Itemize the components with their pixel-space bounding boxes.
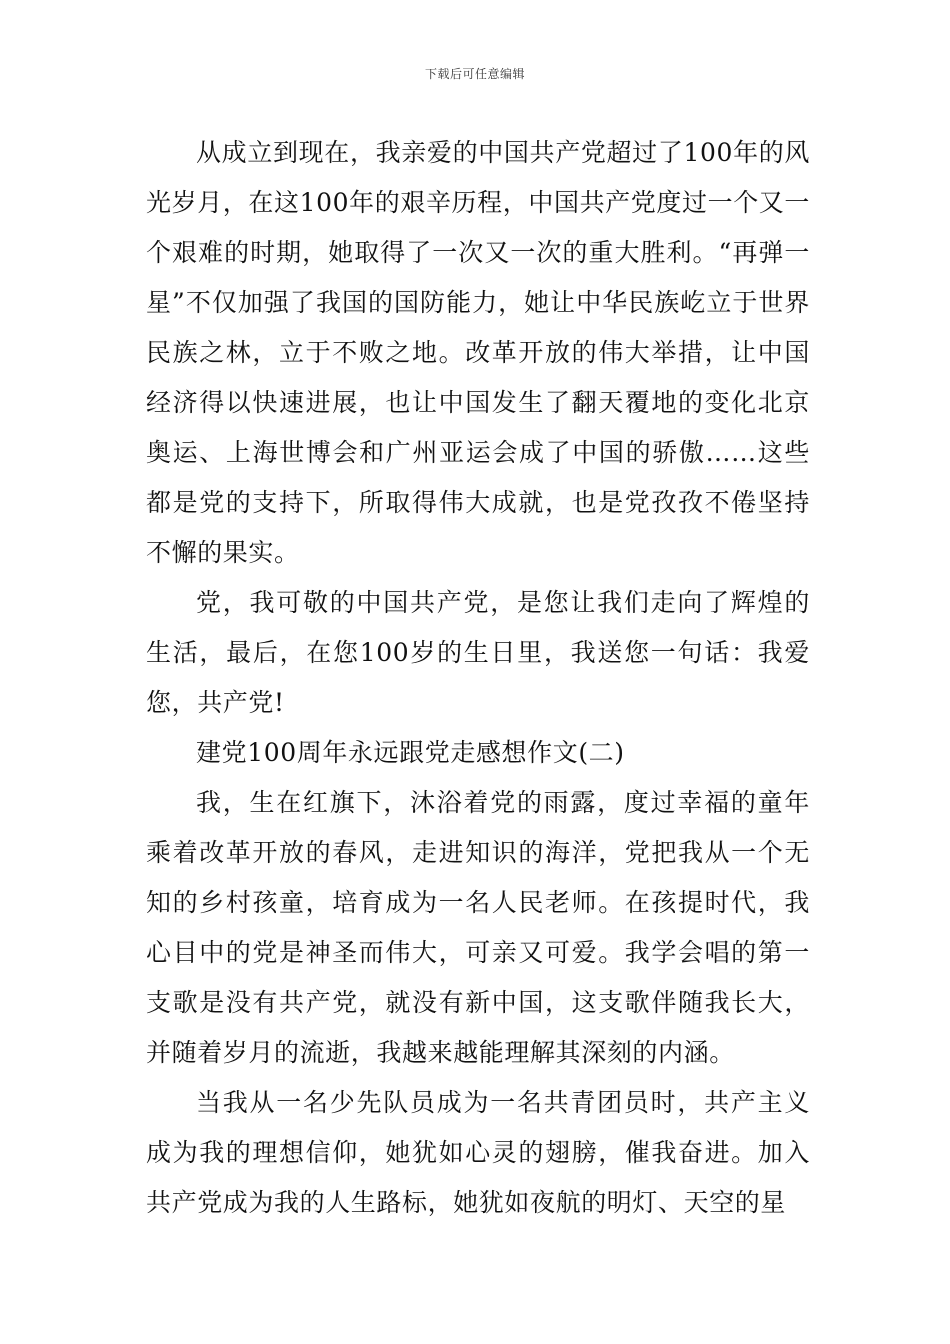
download-note: 下载后可任意编辑 [424, 67, 525, 81]
section-title: 建党100周年永远跟党走感想作文(二) [196, 738, 625, 767]
paragraph-3: 我，生在红旗下，沐浴着党的雨露，度过幸福的童年乘着改革开放的春风，走进知识的海洋，党把我从一个无知的乡村孩童，培育成为一名人民老师。在孩提时代，我心目中的党是神圣而伟大，可亲又可爱。我学会唱的第一支歌是没有共产党，就没有新中国，这支歌伴随我长大，并随着岁月的流逝，我越来越能理解其深刻的内涵。 [146, 788, 810, 1067]
paragraph-4: 当我从一名少先队员成为一名共青团员时，共产主义成为我的理想信仰，她犹如心灵的翅膀，催我奋进。加入共产党成为我的人生路标，她犹如夜航的明灯、天空的星 [146, 1088, 810, 1217]
document-body [146, 128, 810, 1228]
paragraph-1: 从成立到现在，我亲爱的中国共产党超过了100年的风光岁月，在这100年的艰辛历程，中国共产党度过一个又一个艰难的时期，她取得了一次又一次的重大胜利。“再弹一星”不仅加强了我国的国防能力，她让中华民族屹立于世界民族之林，立于不败之地。改革开放的伟大举措，让中国经济得以快速进展，也让中国发生了翻天覆地的变化北京奥运、上海世博会和广州亚运会成了中国的骄傲……这些都是党的支持下，所取得伟大成就，也是党孜孜不倦坚持不懈的果实。 [146, 138, 810, 567]
paragraph-2: 党，我可敬的中国共产党，是您让我们走向了辉煌的生活，最后，在您100岁的生日里，我送您一句话：我爱您，共产党! [146, 588, 810, 717]
